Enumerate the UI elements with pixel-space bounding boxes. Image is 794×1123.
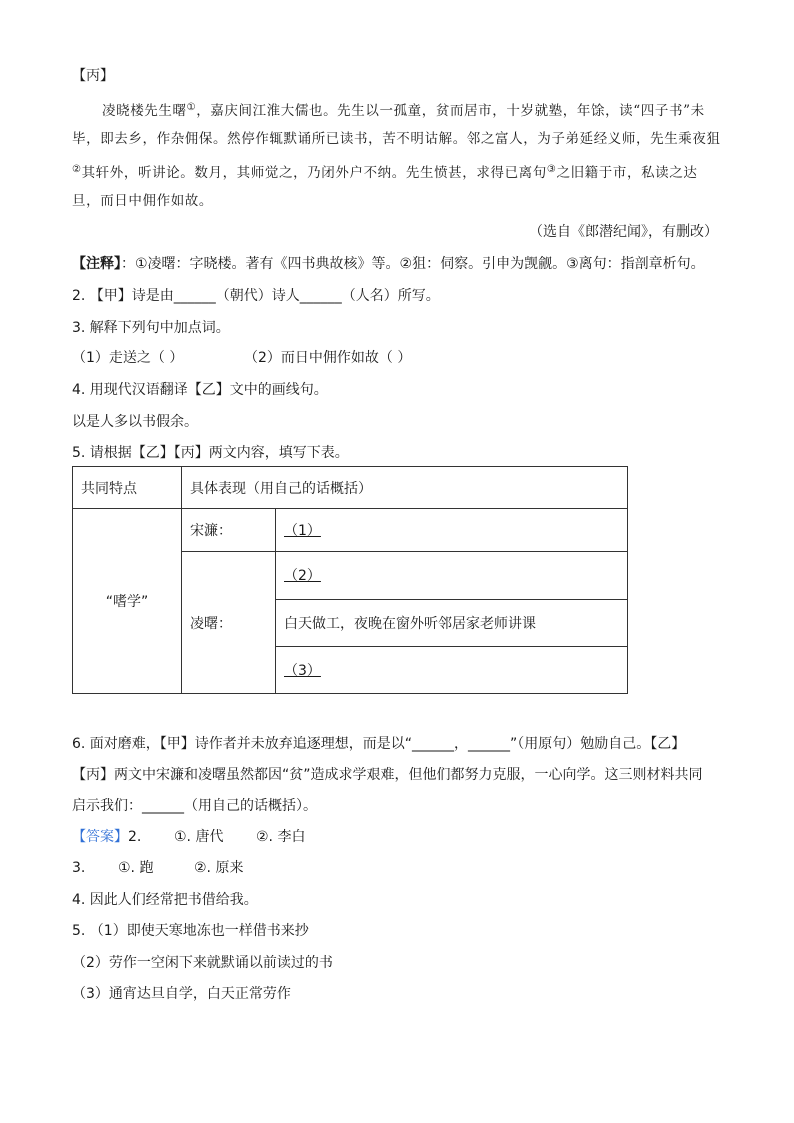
table-blank-1[interactable]: （1） (276, 509, 628, 552)
table-blank-2[interactable]: （2） (276, 552, 628, 599)
table-given-answer: 白天做工，夜晚在窗外听邻居家老师讲课 (276, 599, 628, 646)
answer-3-num: 3. (72, 860, 86, 876)
table-header-feature: 共同特点 (73, 467, 182, 509)
answer-label: 【答案】 (72, 829, 128, 845)
table-blank-3[interactable]: （3） (276, 646, 628, 693)
question-3-sub-1: （1）走送之（ ） (72, 350, 184, 366)
notes (72, 254, 705, 274)
answer-5-2: （2）劳作一空闲下来就默诵以前读过的书 (72, 955, 333, 971)
passage-source: （选自《郎潜纪闻》，有删改） (529, 224, 718, 240)
answer-2-part-2: ②. 李白 (256, 829, 306, 845)
table-row (73, 509, 628, 552)
table-person-songlian: 宋濂： (182, 509, 276, 552)
notes-label: 【注释】 (72, 256, 121, 272)
table-feature-cell: “嗜学” (73, 509, 182, 694)
notes-text: ：①凌曙：字晓楼。著有《四书典故核》等。②狙：伺察。引申为觊觎。③离句：指剖章析句。 (121, 256, 705, 272)
question-6-line-1: 6. 面对磨难，【甲】诗作者并未放弃追逐理想，而是以“______，______”（用原句）勉励自己。【乙】 (72, 736, 686, 752)
note-mark-2: ② (72, 164, 82, 175)
table-person-lingshu: 凌曙： (182, 552, 276, 694)
answer-table (72, 466, 628, 694)
passage-line-4: 旦，而日中佣作如故。 (72, 193, 213, 209)
question-6-line-2: 【丙】两文中宋濂和凌曙虽然都因“贫”造成求学艰难，但他们都努力克服，一心向学。这三则材料共同 (72, 767, 703, 783)
note-mark-1: ① (186, 102, 197, 113)
answer-5-3: （3）通宵达旦自学，白天正常劳作 (72, 986, 291, 1002)
passage-line-2: 毕，即去乡，作杂佣保。然停作辄默诵所已读书，苦不明诂解。邻之富人，为子弟延经义师，先生乘夜狙 (72, 131, 721, 147)
passage-line-1: 凌晓楼先生曙①，嘉庆间江淮大儒也。先生以一孤童，贫而居市，十岁就塾，年馀，读“四子书”未 (102, 102, 705, 119)
answer-2-part-1: ①. 唐代 (174, 829, 224, 845)
question-4: 4. 用现代汉语翻译【乙】文中的画线句。 (72, 382, 328, 398)
table-header-detail: 具体表现（用自己的话概括） (182, 467, 628, 509)
answer-3-part-1: ①. 跑 (118, 860, 154, 876)
note-mark-3: ③ (546, 164, 557, 175)
answer-5-1: 5. （1）即使天寒地冻也一样借书来抄 (72, 923, 309, 939)
answer-4: 4. 因此人们经常把书借给我。 (72, 892, 258, 908)
question-4-sentence: 以是人多以书假余。 (72, 414, 198, 430)
answer-3-part-2: ②. 原来 (194, 860, 244, 876)
question-2: 2. 【甲】诗是由______（朝代）诗人______（人名）所写。 (72, 288, 440, 304)
question-6-line-3: 启示我们：______（用自己的话概括）。 (72, 798, 317, 814)
passage-line-3: ②其轩外，听讲论。数月，其师觉之，乃闭外户不纳。先生愤甚，求得已离句③之旧籍于市，私读之达 (72, 164, 698, 181)
question-3-sub-2: （2）而日中佣作如故（ ） (244, 350, 412, 366)
table-header-row (73, 467, 628, 509)
question-5: 5. 请根据【乙】【丙】两文内容，填写下表。 (72, 445, 349, 461)
question-3: 3. 解释下列句中加点词。 (72, 320, 230, 336)
passage-header: 【丙】 (72, 68, 114, 84)
answer-2: 【答案】2. (72, 829, 142, 845)
